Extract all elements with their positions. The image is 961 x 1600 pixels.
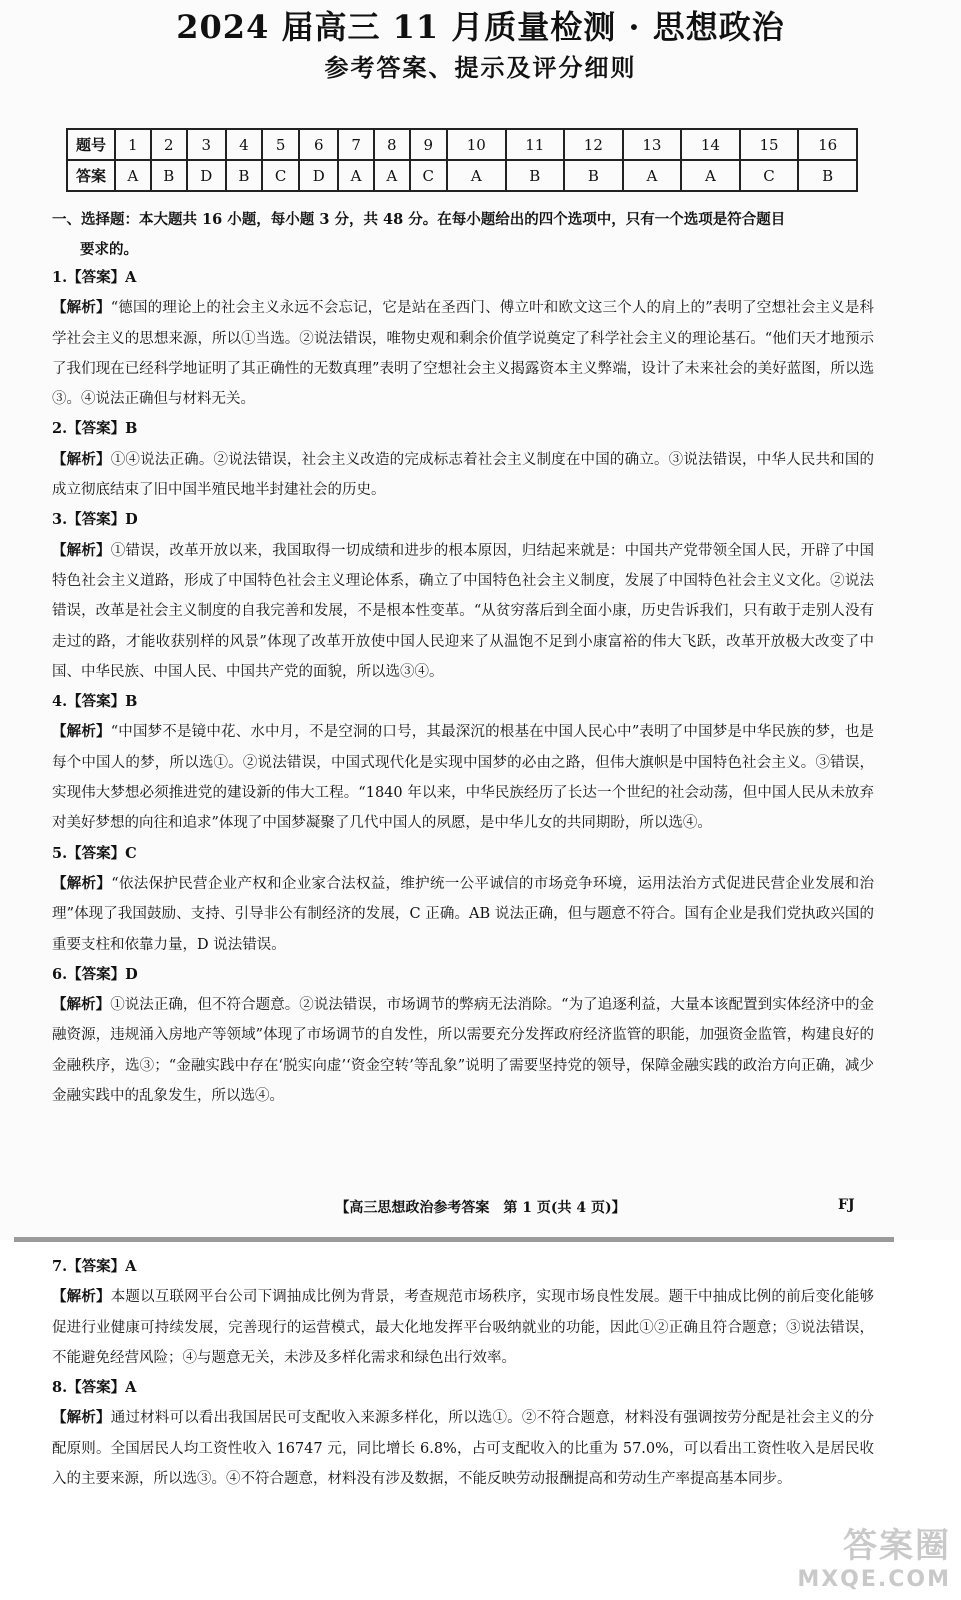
question-number: 10 <box>447 129 506 160</box>
answer-head: 5.【答案】C <box>52 844 137 862</box>
answer-cell: C <box>740 160 799 191</box>
page-divider <box>14 1237 894 1242</box>
analysis-paragraph <box>52 536 874 687</box>
answer-table <box>66 128 858 192</box>
analysis-paragraph <box>52 717 874 838</box>
watermark-url: MXQE.COM <box>797 1567 951 1592</box>
analysis-text: “依法保护民营企业产权和企业家合法权益，维护统一公平诚信的市场竞争环境，运用法治方式促进民营企业发展和治理”体现了我国鼓励、支持、引导非公有制经济的发展，C 正确。AB 说法正确，但与题意不符合。国有企业是我们党执政兴国的重要支柱和依靠力量，D 说法错误。 <box>52 875 874 953</box>
analysis-tag: 【解析】 <box>52 996 111 1014</box>
answer-head: 2.【答案】B <box>52 420 138 438</box>
analysis-text: ①说法正确，但不符合题意。②说法错误，市场调节的弊病无法消除。“为了追逐利益，大量本该配置到实体经济中的金融资源，违规涌入房地产等领域”体现了市场调节的自发性，所以需要充分发挥政府经济监管的职能，加强资金监管，构建良好的金融秩序，选③；“金融实践中存在‘脱实向虚’‘资金空转’等乱象”说明了需要坚持党的领导，保障金融实践的政治方向正确，减少金融实践中的乱象发生，所以选④。 <box>52 997 874 1105</box>
question-number: 12 <box>564 129 623 160</box>
question-3 <box>52 505 874 687</box>
answer-head: 7.【答案】A <box>52 1258 137 1275</box>
answer-cell: A <box>447 160 506 191</box>
question-number: 7 <box>338 129 374 160</box>
analysis-text: ①错误，改革开放以来，我国取得一切成绩和进步的根本原因，归结起来就是：中国共产党带领全国人民，开辟了中国特色社会主义道路，形成了中国特色社会主义理论体系，确立了中国特色社会主义制度，发展了中国特色社会主义文化。②说法错误，改革是社会主义制度的自我完善和发展，不是根本性变革。“从贫穷落后到全面小康，历史告诉我们，只有敢于走别人没有走过的路，才能收获别样的风景”体现了改革开放使中国人民迎来了从温饱不足到小康富裕的伟大飞跃，改革开放极大改变了中国、中华民族、中国人民、中国共产党的面貌，所以选③④。 <box>52 542 875 680</box>
answer-page-2 <box>0 1244 961 1600</box>
analysis-tag: 【解析】 <box>52 723 111 741</box>
question-number: 9 <box>410 129 447 160</box>
answer-cell: B <box>564 160 623 191</box>
analysis-paragraph <box>52 869 874 960</box>
section-line-1: 一、选择题：本大题共 16 小题，每小题 3 分，共 48 分。在每小题给出的四个选项中，只有一个选项是符合题目 <box>52 211 786 228</box>
analysis-text: ①④说法正确。②说法错误，社会主义改造的完成标志着社会主义制度在中国的确立。③说法错误，中华人民共和国的成立彻底结束了旧中国半殖民地半封建社会的历史。 <box>52 451 875 499</box>
analysis-tag: 【解析】 <box>52 541 111 559</box>
answer-row <box>67 160 857 191</box>
row-label: 题号 <box>67 129 115 160</box>
question-number: 11 <box>506 129 565 160</box>
answer-cell: B <box>151 160 187 191</box>
answers-content-page-2 <box>52 1252 874 1494</box>
analysis-text: 通过材料可以看出我国居民可支配收入来源多样化，所以选①。②不符合题意，材料没有强调按劳分配是社会主义的分配原则。全国居民人均工资性收入 16747 元，同比增长 6.8%，占可支配收入的比重为 57.0%，可以看出工资性收入是居民收入的主要来源，所以选③。④不符合题意，材料没有涉及数据，不能反映劳动报酬提高和劳动生产率提高基本同步。 <box>52 1410 875 1488</box>
question-5 <box>52 839 874 960</box>
question-7 <box>52 1252 874 1373</box>
question-number: 3 <box>187 129 226 160</box>
footer-code: FJ <box>838 1197 855 1213</box>
section-heading <box>52 205 872 265</box>
watermark-logo-text: 答案圈 <box>843 1526 951 1566</box>
answer-cell: A <box>115 160 151 191</box>
question-2 <box>52 414 874 505</box>
analysis-tag: 【解析】 <box>52 1288 111 1306</box>
analysis-tag: 【解析】 <box>52 874 112 892</box>
analysis-paragraph <box>52 1282 874 1373</box>
analysis-text: “中国梦不是镜中花、水中月，不是空洞的口号，其最深沉的根基在中国人民心中”表明了中国梦是中华民族的梦，也是每个中国人的梦，所以选①。②说法错误，中国式现代化是实现中国梦的必由之路，但伟大旗帜是中国特色社会主义。③错误，实现伟大梦想必须推进党的建设新的伟大工程。“1840 年以来，中华民族经历了长达一个世纪的社会动荡，但中国人民从未放弃对美好梦想的向往和追求”体现了中国梦凝聚了几代中国人的夙愿，是中华儿女的共同期盼，所以选④。 <box>52 724 875 832</box>
question-number-row <box>67 129 857 160</box>
answer-head: 8.【答案】A <box>52 1379 137 1397</box>
analysis-paragraph <box>52 445 874 506</box>
answer-cell: C <box>410 160 447 191</box>
analysis-text: 本题以互联网平台公司下调抽成比例为背景，考查规范市场秩序，实现市场良性发展。题干中抽成比例的前后变化能够促进行业健康可持续发展，完善现行的运营模式，最大化地发挥平台吸纳就业的功能，因此①②正确且符合题意；③说法错误，不能避免经营风险；④与题意无关，未涉及多样化需求和绿色出行效率。 <box>52 1289 875 1366</box>
analysis-tag: 【解析】 <box>52 1409 111 1427</box>
answer-head: 3.【答案】D <box>52 511 138 529</box>
question-number: 1 <box>115 129 151 160</box>
page-subtitle: 参考答案、提示及评分细则 <box>324 53 637 82</box>
answer-head: 4.【答案】B <box>52 693 138 711</box>
watermark <box>797 1518 951 1592</box>
analysis-tag: 【解析】 <box>52 450 111 468</box>
question-number: 4 <box>226 129 262 160</box>
answer-cell: A <box>374 160 410 191</box>
answer-head: 6.【答案】D <box>52 965 138 983</box>
question-number: 16 <box>798 129 857 160</box>
question-8 <box>52 1373 874 1494</box>
question-number: 15 <box>740 129 799 160</box>
question-1 <box>52 263 874 414</box>
page-footer: 【高三思想政治参考答案 第 1 页(共 4 页)】 <box>335 1200 626 1216</box>
question-number: 13 <box>623 129 682 160</box>
analysis-tag: 【解析】 <box>52 299 111 317</box>
analysis-paragraph <box>52 990 874 1111</box>
question-number: 8 <box>374 129 410 160</box>
answer-cell: B <box>226 160 262 191</box>
answers-content-page-1 <box>52 263 874 1111</box>
question-number: 2 <box>151 129 187 160</box>
answer-cell: A <box>681 160 740 191</box>
section-line-2: 要求的。 <box>80 241 138 258</box>
answer-cell: A <box>623 160 682 191</box>
analysis-paragraph <box>52 1403 874 1494</box>
question-6 <box>52 960 874 1111</box>
question-number: 14 <box>681 129 740 160</box>
analysis-text: “德国的理论上的社会主义永远不会忘记，它是站在圣西门、傅立叶和欧文这三个人的肩上的”表明了空想社会主义是科学社会主义的思想来源，所以①当选。②说法错误，唯物史观和剩余价值学说奠定了科学社会主义的理论基石。“他们天才地预示了我们现在已经科学地证明了其正确性的无数真理”表明了空想社会主义揭露资本主义弊端，设计了未来社会的美好蓝图，所以选③。④说法正确但与材料无关。 <box>52 300 875 408</box>
answer-cell: D <box>187 160 226 191</box>
row-label: 答案 <box>67 160 115 191</box>
answer-cell: B <box>798 160 857 191</box>
answer-cell: A <box>338 160 374 191</box>
answer-cell: B <box>506 160 565 191</box>
answer-head: 1.【答案】A <box>52 269 137 286</box>
page-title: 2024 届高三 11 月质量检测 · 思想政治 <box>176 8 785 46</box>
question-number: 5 <box>262 129 299 160</box>
analysis-paragraph <box>52 293 874 414</box>
answer-cell: D <box>299 160 338 191</box>
answer-cell: C <box>262 160 299 191</box>
question-number: 6 <box>299 129 338 160</box>
question-4 <box>52 687 874 838</box>
